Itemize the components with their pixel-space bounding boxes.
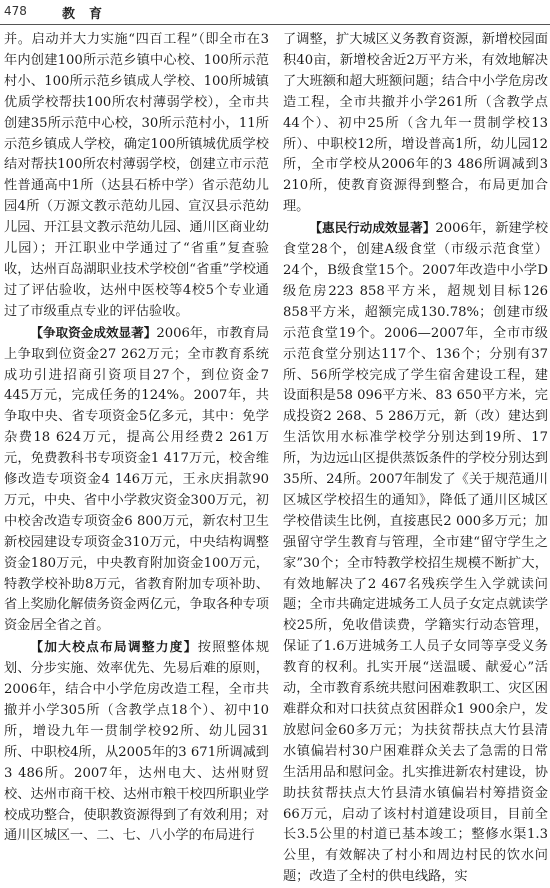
left-column [4,30,270,844]
section-heading: 【惠民行动成效显著】 [309,220,436,236]
paragraph [4,30,269,323]
page-header [0,0,550,28]
paragraph-text: 按照整体规划、分步实施、效率优先、先易后难的原则，2006年，结合中小学危房改造工程，全市共撤并小学305所（含教学点18个）、初中10所，增设九年一贯制学校92所、幼儿园31所、中职校4所，从2005年的3 671所调减到3 486所。2007年，达州电大、达州财贸校、达州市商干校、达州市粮干校四所职业学校成功整合，使职教资源得到了有效利用；对通川区城区一、二、七、八小学的布局进行 [4,640,270,844]
section-paragraph [4,323,269,638]
section-title: 教育 [62,7,117,22]
paragraph-text: 2006年，市教育局上争取到位资金27 262万元；全市教育系统成功引进招商引资项目27个，到位资金7 445万元，完成任务的124%。2007年，共争取中央、省专项资金5亿多元，其中：免学杂费18 624万元，提高公用经费2 261万元，免费教科书专项资金1 417万元，校舍维修改造专项资金4 146万元，王永庆捐款90万元，中央、省中小学救灾资金300万元，初中校舍改造专项资金6 800万元，新农村卫生新校园建设专项资金310万元，中央结构调整资金180万元，中央教育附加资金100万元，特教学校补助8万元，省教育附加专项补助、省上奖励化解债务资金两亿元，争取各种专项资金居全省之首。 [4,325,270,634]
paragraph [283,30,548,218]
section-heading: 【争取资金成效显著】 [30,324,157,340]
page-number: 478 [4,4,27,18]
right-column [283,30,549,885]
paragraph-text: 2006年，新建学校食堂28个，创建A级食堂（市级示范食堂）24个，B级食堂15个。2007年改造中小学D级危房223 858平方米，超规划目标126 858平方米，超额完成130.78%；创建市级示范食堂19个。2006—2007年，全市市级示范食堂分别达117个、136个；分别有37所、56所学校完成了学生宿舍建设工程，建设面积是58 096平方米、83 650平方米，完成投资2 268、5 286万元，新（改）建达到生活饮用水标准学校学分别达到19所、17所，为边远山区提供蒸饭条件的学校分别达到35所、24所。2007年制发了《关于规范通川区城区学校招生的通知》，降低了通川区城区学校借读生比例，直接惠民2 000多万元；加强留守学生教育与管理，全市建“留守学生之家”30个；全市特教学校招生规模不断扩大，有效地解决了2 467名残疾学生入学就读问题；全市共确定进城务工人员子女定点就读学校25所，免收借读费，学籍实行动态管理，保证了1.6万进城务工人员子女同等享受义务教育的权利。扎实开展“送温暖、献爱心”活动，全市教育系统共慰问困难教职工、灾区困难群众和对口扶贫点贫困群众1 900余户，发放慰问金60多万元；为扶贫帮扶点大竹县清水镇偏岩村30户困难群众关去了急需的日常生活用品和慰问金。扎实推进新农村建设，协助扶贫帮扶点大竹县清水镇偏岩村筹措资金66万元，启动了该村村道建设项目，目前全长3.5公里的村道已基本竣工；整修水渠1.3公里，有效解决了村小和周边村民的饮水问题；改造了全村的供电线路，实 [283,221,549,885]
section-paragraph [283,218,548,888]
paragraph-text: 了调整，扩大城区义务教育资源，新增校园面积40亩，新增校舍近2万平方米，有效地解决了大班额和超大班额问题；结合中小学危房改造工程，全市共撤并小学261所（含教学点44个）、初中25所（含九年一贯制学校13所）、中职校12所，增设普高1所，幼儿园12所，全市学校从2006年的3 486所调减到3 210所，使教育资源得到整合，布局更加合理。 [283,32,548,215]
section-paragraph [4,637,269,847]
paragraph-text: 并。启动并大力实施“四百工程”（即全市在3年内创建100所示范乡镇中心校、100所示范村小、100所示范乡镇成人学校、100所城镇优质学校帮扶100所农村薄弱学校），全市共创建35所示范中心校，30所示范村小，11所示范乡镇成人学校，确定100所镇城优质学校结对帮扶100所农村薄弱学校，创建立市示范性普通高中1所（达县石桥中学）省示范幼儿园4所（万源文教示范幼儿园、宣汉县示范幼儿园、开江县文教示范幼儿园、通川区商业幼儿园）；开江职业中学通过了“省重”复查验收，达州百岛湖职业技术学校创“省重”学校通过了评估验收，达州中医校等4校5个专业通过了市级重点专业的评估验收。 [4,32,269,319]
section-heading: 【加大校点布局调整力度】 [30,639,198,655]
header-rule [0,24,550,25]
